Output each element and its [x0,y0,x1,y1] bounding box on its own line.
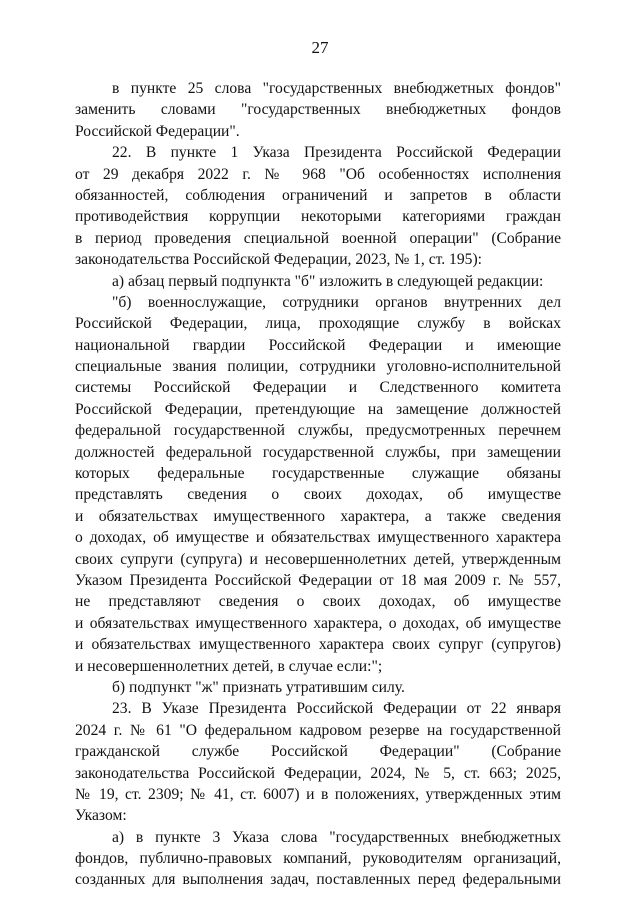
text-line: представлять сведения о своих доходах, об имуществе [75,486,561,504]
text-line: Российской Федерации, лица, проходящие службу в войсках [75,315,561,333]
text-line: Российской Федерации". [75,122,240,140]
text-line: и несовершеннолетних детей, в случае если:"; [75,657,383,675]
text-line: заменить словами "государственных внебюджетных фондов [75,101,561,119]
text-line: гражданской службе Российской Федерации" (Собрание [75,743,561,761]
text-line: законодательства Российской Федерации, 2023, № 1, ст. 195): [75,251,482,269]
text-line: созданных для выполнения задач, поставленных перед федеральными [75,871,561,889]
text-line: которых федеральные государственные служащие обязаны [75,465,561,483]
text-line: национальной гвардии Российской Федерации и имеющие [75,336,561,354]
text-line: б) подпункт "ж" признать утратившим силу. [112,678,405,696]
text-line: должностей федеральной государственной службы, при замещении [75,443,561,461]
text-line: от 29 декабря 2022 г. № 968 "Об особенностях исполнения [75,165,561,183]
text-line: и обязательствах имущественного характера своих супруг (супругов) [75,636,561,654]
text-line: Российской Федерации, претендующие на замещение должностей [75,400,561,418]
text-line: фондов, публично-правовых компаний, руководителям организаций, [75,850,561,868]
text-line: федеральной государственной службы, предусмотренных перечнем [75,422,561,440]
text-line: Указом Президента Российской Федерации от 18 мая 2009 г. № 557, [75,571,561,589]
text-line: законодательства Российской Федерации, 2024, № 5, ст. 663; 2025, [75,764,561,782]
text-line: а) абзац первый подпункта "б" изложить в следующей редакции: [112,272,544,290]
text-line: а) в пункте 3 Указа слова "государственных внебюджетных [112,828,561,846]
text-line: Указом: [75,807,127,825]
text-line: в пункте 25 слова "государственных внебюджетных фондов" [112,80,561,97]
text-line: противодействия коррупции некоторыми категориями граждан [75,208,561,226]
text-line: специальные звания полиции, сотрудники уголовно-исполнительной [75,358,561,376]
page-number: 27 [311,38,329,57]
text-line: "б) военнослужащие, сотрудники органов внутренних дел [112,293,561,311]
text-line: № 19, ст. 2309; № 41, ст. 6007) и в положениях, утвержденных этим [75,785,561,803]
text-line: и обязательствах имущественного характера, о доходах, об имуществе [75,614,561,632]
text-line: 2024 г. № 61 "О федеральном кадровом резерве на государственной [75,721,561,739]
text-line: в период проведения специальной военной операции" (Собрание [75,229,561,247]
text-line: не представляют сведения о своих доходах, об имуществе [75,593,561,611]
text-line: системы Российской Федерации и Следственного комитета [75,379,561,397]
text-line: обязанностей, соблюдения ограничений и запретов в области [75,186,561,204]
text-line: 22. В пункте 1 Указа Президента Российской Федерации [112,144,561,162]
text-line: и обязательствах имущественного характера, а также сведения [75,507,561,525]
text-line: 23. В Указе Президента Российской Федерации от 22 января [112,700,561,718]
text-line: своих супруги (супруга) и несовершеннолетних детей, утвержденным [75,550,561,568]
document-body [75,78,561,891]
text-line: о доходах, об имуществе и обязательствах имущественного характера [75,529,561,547]
